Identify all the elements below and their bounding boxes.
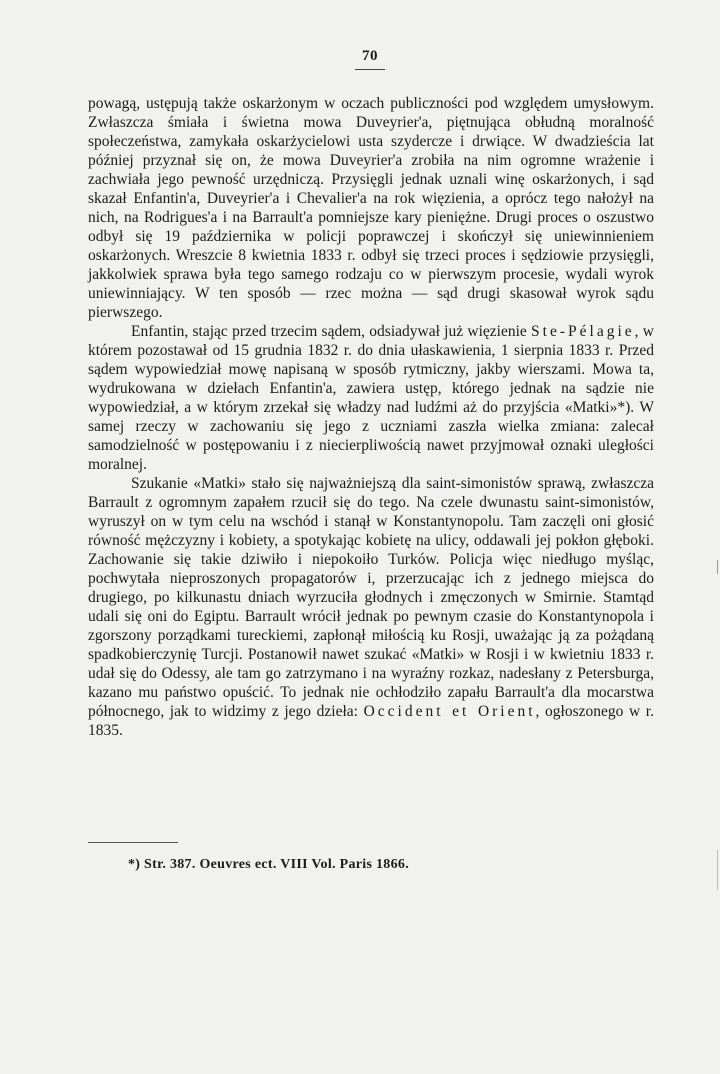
- footnote: *) Str. 387. Oeuvres ect. VIII Vol. Paris 1866.: [128, 857, 410, 872]
- paragraph-1-text: powagą, ustępują także oskarżonym w oczach publiczności pod względem umysłowym. Zwłaszcza śmiała i świetna mowa Duveyrier'a, piętnująca obłudną moralność społeczeństwa, zamykała oskarżycielowi usta szydercze i drwiące. W dwadzieścia lat później przyznał się on, że mowa Duveyrier'a zrobiła na nim ogromne wrażenie i zachwiała jego pewność urzędniczą. Przysięgli jednak uznali winę oskarżonych, i sąd skazał Enfantin'a, Duveyrier'a i Chevalier'a na rok więzienia, a oprócz tego nałożył na nich, na Rodrigues'a i na Barrault'a pomniejsze kary pieniężne. Drugi proces o oszustwo odbył się 19 października w policji poprawczej i skończył się uniewinnieniem oskarżonych. Wreszcie 8 kwietnia 1833 r. odbył się trzeci proces i sędziowie przysięgli, jakkolwiek sprawa była tego samego rodzaju co w pierwszym procesie, wydali wyrok uniewinniający. W ten sposób — rzec można — sąd drugi skasował wyrok sądu pierwszego.: [88, 95, 654, 321]
- scan-edge-mark-lower: [717, 850, 718, 890]
- footnote-divider: [88, 842, 178, 843]
- paragraph-3-text-before: Szukanie «Matki» stało się najważniejszą dla saint-simonistów sprawą, zwłaszcza Barrault z ogromnym zapałem rzucił się do tego. Na czele dwunastu saint-simonistów, wyruszył on w tym celu na wschód i stanął w Konstantynopolu. Tam zaczęli oni głosić równość mężczyzny i kobiety, a spotykając kobietę na ulicy, oddawali jej pokłon głęboki. Zachowanie się takie dziwiło i niepokoiło Turków. Policja więc niedługo myśląc, pochwytała nieproszonych propagatorów i, przerzucając ich z jednego miejsca do drugiego, po kilkunastu dniach wyrzuciła głodnych i zmęczonych w Smirnie. Stamtąd udali się oni do Egiptu. Barrault wrócił jednak po pewnym czasie do Konstantynopola i zgorszony porządkami tureckiemi, zapłonął miłością ku Rosji, uważając ją za pożądaną spadkobierczynię Turcji. Postanowił nawet szukać «Matki» w Rosji i w kwietniu 1833 r. udał się do Odessy, ale tam go zatrzymano i na wyraźny rozkaz, nadesłany z Petersburga, kazano mu państwo opuścić. To jednak nie ochłodziło zapału Barrault'a dla mocarstwa północnego, jak to widzimy z jego dzieła:: [88, 475, 654, 720]
- page-number-underline: [355, 69, 385, 70]
- paragraph-2-spaced-name: Ste-Pélagie: [531, 323, 635, 340]
- paragraph-2: [88, 322, 654, 474]
- paragraph-1: [88, 94, 654, 322]
- body-text: [88, 94, 654, 740]
- paragraph-3-text-after: , ogłoszonego w r. 1835.: [88, 703, 654, 739]
- page-number: 70: [362, 48, 378, 64]
- paragraph-3: [88, 474, 654, 740]
- paragraph-2-text-before: Enfantin, stając przed trzecim sądem, odsiadywał już więzienie: [131, 323, 532, 340]
- paragraph-3-spaced-title: Occident et Orient: [363, 703, 536, 720]
- paragraph-2-text-after: , w którem pozostawał od 15 grudnia 1832 r. do dnia ułaskawienia, 1 sierpnia 1833 r. Przed sądem wypowiedział mowę napisaną w sposób rytmiczny, jakby wierszami. Mowa ta, wydrukowana w dziełach Enfantin'a, zawiera ustęp, którego jednak na sądzie nie wypowiedział, a w którym zrzekał się władzy nad ludźmi aż do przyjścia «Matki»*). W samej rzeczy w zachowaniu się jego z uczniami zaszła wielka zmiana: zalecał samodzielność w postępowaniu i z niecierpliwością nawet przyjmował oznaki uległości moralnej.: [88, 323, 654, 473]
- scan-edge-mark: [717, 560, 718, 574]
